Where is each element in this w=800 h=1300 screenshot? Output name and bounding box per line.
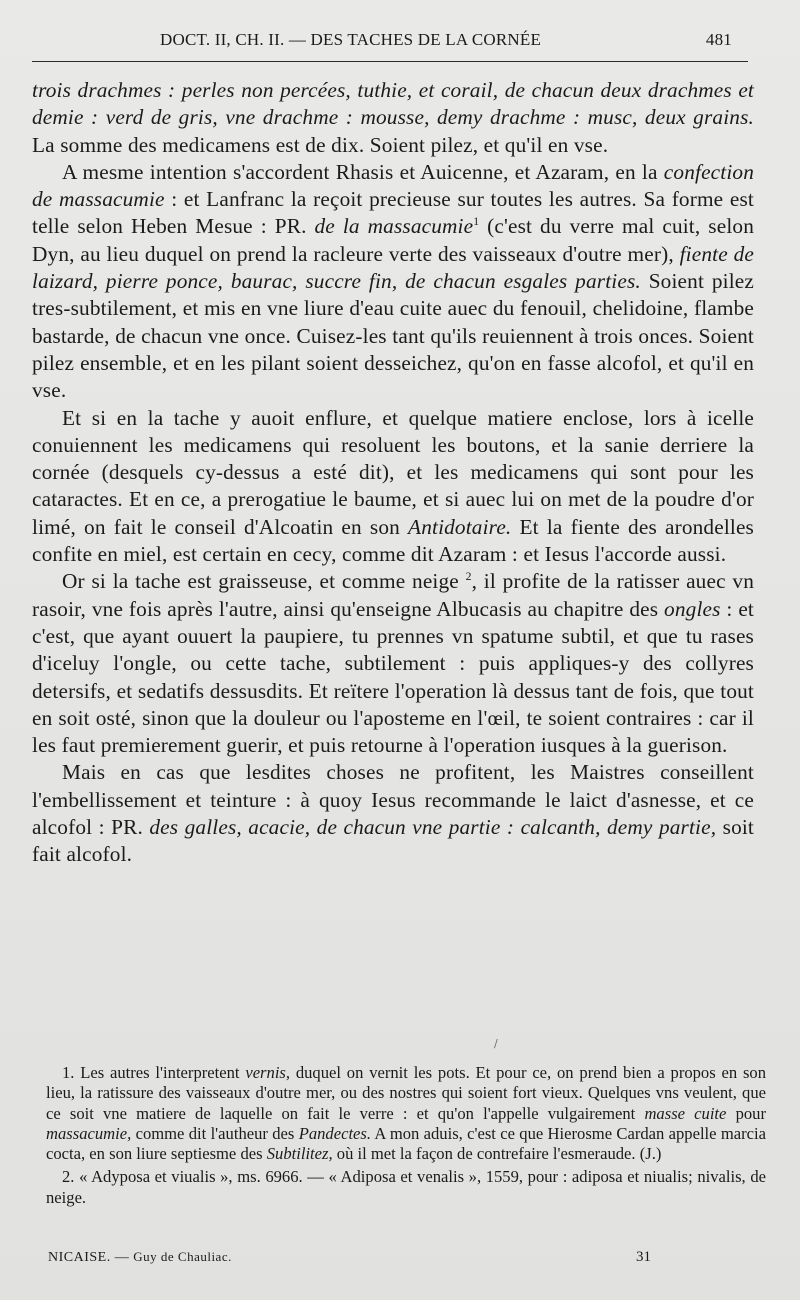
running-head xyxy=(36,30,732,58)
text-run: duquel on vernit les pots. Et pour ce, on prend bien a propos en son lieu, la ratissure des vaisseaux d'outre mer, ou des nostres qui soient fort vieux. Quelques vns veulent, que ce soit vne matiere de laquelle on fait le verre : et qu'on l'appelle vulgairement xyxy=(46,1063,767,1123)
header-rule xyxy=(32,61,748,62)
text-run: Soient pilez tres-subtilement, et mis en vne liure d'eau cuite auec du fenouil, chelidoine, flambe bastarde, de chacun vne once. Cuisez-les tant qu'ils reuiennent à trois onces. Soient pilez ensemble, et en les pilant soient desseichez, qu'on en fasse alcofol, et qu'il en vse. xyxy=(32,269,754,403)
italic-run: masse cuite xyxy=(644,1103,727,1123)
main-text xyxy=(32,77,754,869)
author-name: Guy de Chauliac. xyxy=(133,1249,232,1264)
text-run: Or si la tache est graisseuse, et comme neige xyxy=(62,569,466,594)
italic-run: Pandectes. xyxy=(298,1123,372,1143)
italic-run: Subtilitez, xyxy=(266,1144,333,1164)
text-run: Mais en cas que lesdites choses ne profitent, les Maistres conseillent l'embellissement et teinture : à quoy Iesus recommande le laict d'asnesse, et ce alcofol : PR. xyxy=(32,760,754,840)
footnote-1 xyxy=(46,1063,766,1164)
italic-run: des galles, acacie, de chacun vne partie : calcanth, demy partie, xyxy=(149,815,717,840)
text-run: 1. Les autres l'interpretent xyxy=(62,1063,246,1082)
page-number: 481 xyxy=(705,30,732,49)
footnote-ref-2: 2 xyxy=(465,570,472,584)
paragraph-2 xyxy=(32,159,754,405)
text-run: La somme des medicamens est de dix. Soient pilez, et qu'il en vse. xyxy=(32,132,609,157)
footnote-2: 2. « Adyposa et viualis », ms. 6966. — « Adiposa et venalis », 1559, pour : adiposa et niualis; nivalis, de neige. xyxy=(46,1167,766,1207)
text-run: soit fait alcofol. xyxy=(32,815,754,867)
text-run: où il met la façon de contrefaire l'esmeraude. (J.) xyxy=(332,1144,662,1164)
text-run: Et la fiente des arondelles confite en miel, est certain en cecy, comme dit Azaram : et Iesus l'accorde aussi. xyxy=(32,514,754,567)
paragraph-1 xyxy=(32,77,754,159)
text-run: A mon aduis, c'est ce que Hierosme Cardan appelle marcia cocta, en son liure septiesme des xyxy=(46,1123,766,1164)
gathering-signature: 31 xyxy=(636,1249,651,1265)
paragraph-5 xyxy=(32,759,754,868)
italic-run: confection de massacumie xyxy=(32,159,754,212)
italic-run: de la massacumie xyxy=(314,214,474,239)
italic-run: massacumie, xyxy=(46,1123,132,1143)
italic-run: vernis, xyxy=(245,1063,291,1082)
paragraph-4 xyxy=(32,568,754,759)
text-run: : et Lanfranc la reçoit precieuse sur toutes les autres. Sa forme est telle selon Heben Mesue : PR. xyxy=(32,187,755,239)
italic-run: trois drachmes : perles non percées, tuthie, et corail, de chacun deux drachmes et demie : verd de gris, vne drachme : mousse, demy drachme : musc, deux grains. xyxy=(32,78,754,130)
publisher-name: NICAISE. xyxy=(48,1250,111,1265)
text-run: comme dit l'autheur des xyxy=(131,1123,299,1143)
printer-signature xyxy=(48,1249,232,1266)
running-title: DOCT. II, CH. II. — DES TACHES DE LA CORNÉE xyxy=(160,30,542,49)
text-run: Et si en la tache y auoit enflure, et quelque matiere enclose, lors à icelle conuiennent les medicamens qui resoluent les boutons, et la sanie derriere la cornée (desquels cy-dessus a esté dit), et les medicamens qui sont pour les cataractes. Et en ce, a prerogatiue le baume, et si auec lui on met de la poudre d'or limé, on fait le conseil d'Alcoatin en son xyxy=(32,405,754,539)
text-run: , il profite de la ratisser auec vn rasoir, vne fois après l'autre, ainsi qu'enseigne Albucasis au chapitre des xyxy=(32,569,754,621)
paragraph-3 xyxy=(32,405,754,569)
text-run: pour xyxy=(726,1103,766,1123)
italic-run: fiente de laizard, pierre ponce, baurac, succre fin, de chacun esgales parties. xyxy=(32,241,754,294)
footnotes xyxy=(46,1063,766,1211)
italic-run: Antidotaire. xyxy=(408,514,512,539)
text-run: (c'est du verre mal cuit, selon Dyn, au lieu duquel on prend la racleure verte des vaisseaux d'outre mer), xyxy=(32,214,754,266)
text-run: : et c'est, que ayant ouuert la paupiere, tu prennes vn spatume subtil, et que tu rases d'iceluy l'ongle, ou cette tache, subtilement : puis appliques-y des collyres detersifs, et sedatifs dessusdits. Et reïtere l'operation là dessus tant de fois, que tout en soit osté, sinon que la douleur ou l'aposteme en l'œil, te soient contraires : car il les faut premierement guerir, et puis retourne à l'operation iusques à la guerison. xyxy=(32,596,754,758)
footnote-ref-1: 1 xyxy=(473,215,480,229)
italic-run: ongles xyxy=(664,596,721,621)
separator-mark: / xyxy=(494,1037,498,1050)
footer-dash: — xyxy=(110,1250,134,1265)
text-run: A mesme intention s'accordent Rhasis et Auicenne, et Azaram, en la xyxy=(62,159,664,184)
